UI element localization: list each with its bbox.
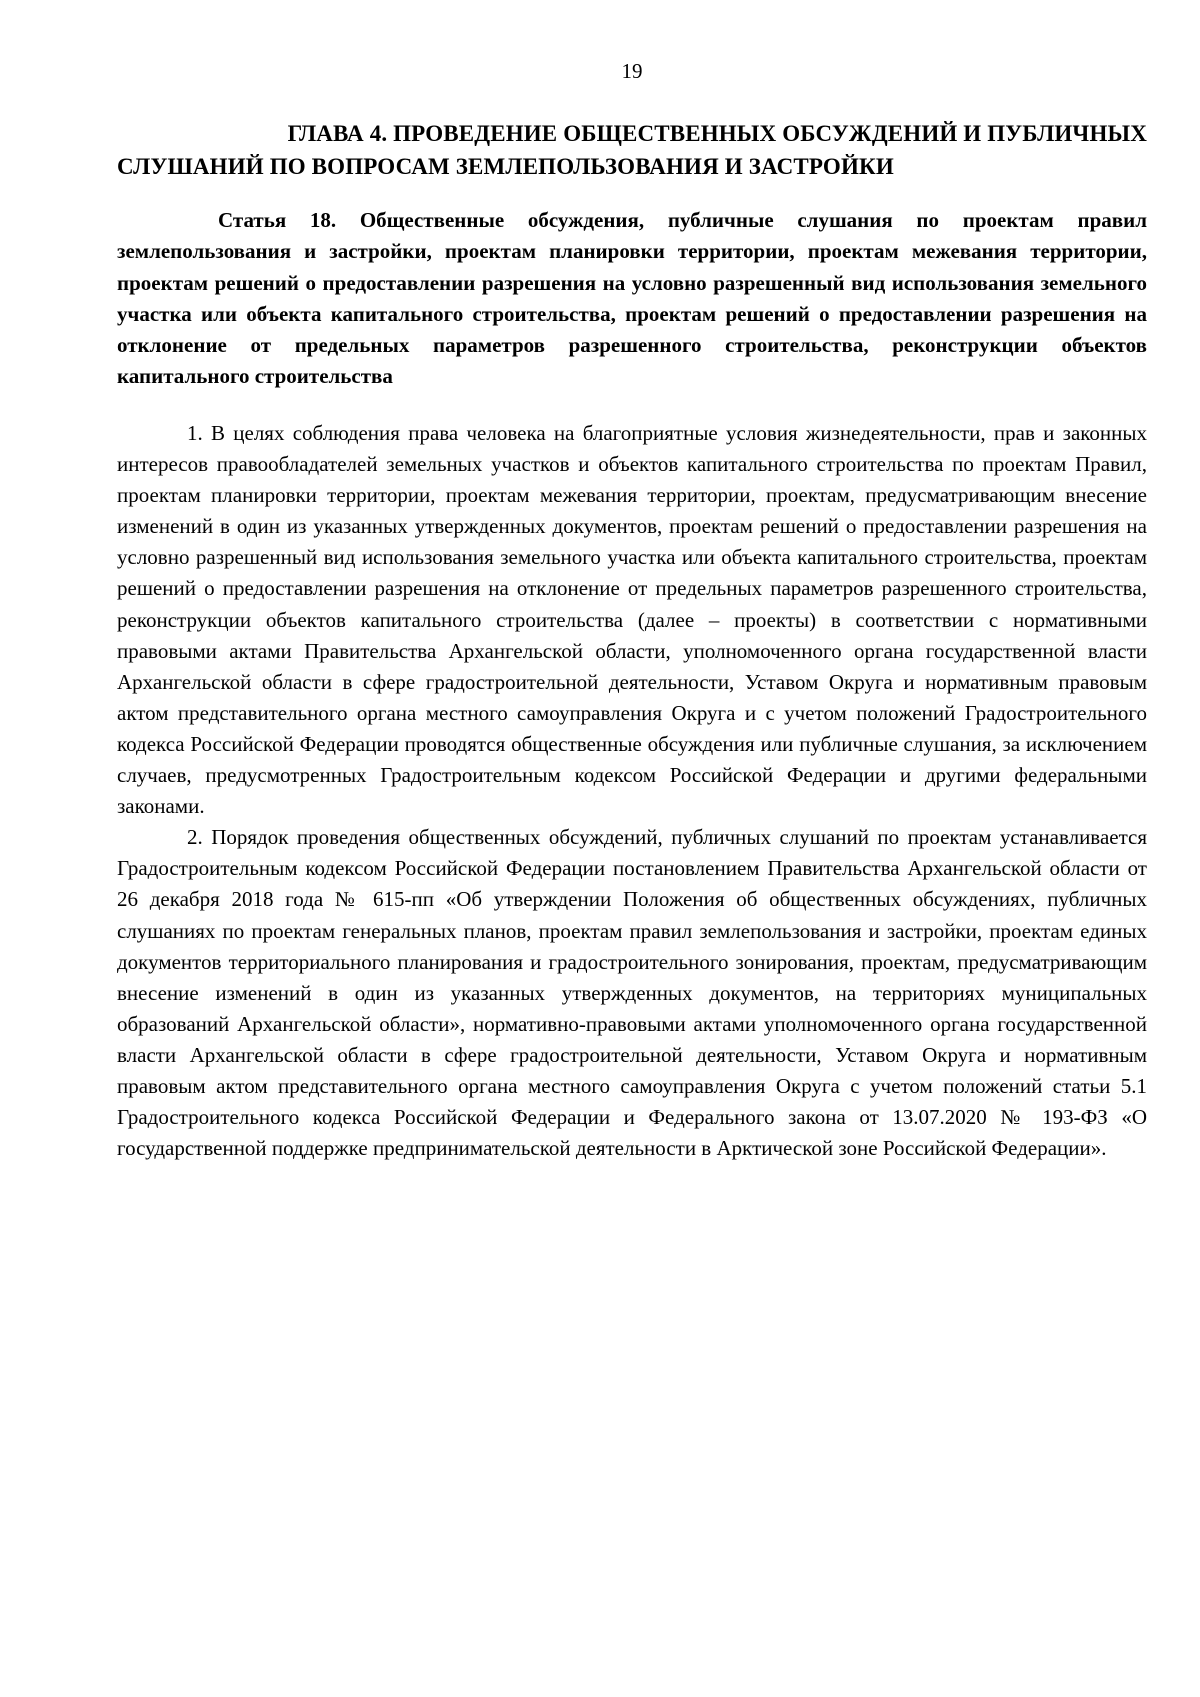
article-heading: Статья 18. Общественные обсуждения, публичные слушания по проектам правил землепользования и застройки, проектам планировки территории, проектам межевания территории, проектам решений о предоставлении разрешения на условно разрешенный вид использования земельного участка или объекта капитального строительства, проектам решений о предоставлении разрешения на отклонение от предельных параметров разрешенного строительства, реконструкции объектов капитального строительства (117, 208, 1147, 389)
chapter-title (117, 117, 1147, 183)
paragraph-2: 2. Порядок проведения общественных обсуждений, публичных слушаний по проектам устанавливается Градостроительным кодексом Российской Федерации постановлением Правительства Архангельской области от 26 декабря 2018 года № 615-пп «Об утверждении Положения об общественных обсуждениях, публичных слушаниях по проектам генеральных планов, проектам правил землепользования и застройки, проектам единых документов территориального планирования и градостроительного зонирования, проектам, предусматривающим внесение изменений в один из указанных утвержденных документов, на территориях муниципальных образований Архангельской области», нормативно-правовыми актами уполномоченного органа государственной власти Архангельской области в сфере градостроительной деятельности, Уставом Округа и нормативным правовым актом представительного органа местного самоуправления Округа с учетом положений статьи 5.1 Градостроительного кодекса Российской Федерации и Федерального закона от 13.07.2020 № 193-ФЗ «О государственной поддержке предпринимательской деятельности в Арктической зоне Российской Федерации». (117, 825, 1147, 1161)
paragraph-1: 1. В целях соблюдения права человека на благоприятные условия жизнедеятельности, прав и законных интересов правообладателей земельных участков и объектов капитального строительства по проектам Правил, проектам планировки территории, проектам межевания территории, проектам, предусматривающим внесение изменений в один из указанных утвержденных документов, проектам решений о предоставлении разрешения на условно разрешенный вид использования земельного участка или объекта капитального строительства, проектам решений о предоставлении разрешения на отклонение от предельных параметров разрешенного строительства, реконструкции объектов капитального строительства (далее – проекты) в соответствии с нормативными правовыми актами Правительства Архангельской области, уполномоченного органа государственной власти Архангельской области в сфере градостроительной деятельности, Уставом Округа и нормативным правовым актом представительного органа местного самоуправления Округа и с учетом положений Градостроительного кодекса Российской Федерации проводятся общественные обсуждения или публичные слушания, за исключением случаев, предусмотренных Градостроительным кодексом Российской Федерации и другими федеральными законами. (117, 421, 1147, 819)
chapter-title-line-1: ГЛАВА 4. ПРОВЕДЕНИЕ ОБЩЕСТВЕННЫХ ОБСУЖДЕНИЙ И ПУБЛИЧНЫХ (287, 121, 1147, 146)
page-number: 19 (621, 59, 643, 83)
chapter-title-line-2: СЛУШАНИЙ ПО ВОПРОСАМ ЗЕМЛЕПОЛЬЗОВАНИЯ И ЗАСТРОЙКИ (117, 154, 894, 179)
article-body (117, 418, 1147, 1164)
